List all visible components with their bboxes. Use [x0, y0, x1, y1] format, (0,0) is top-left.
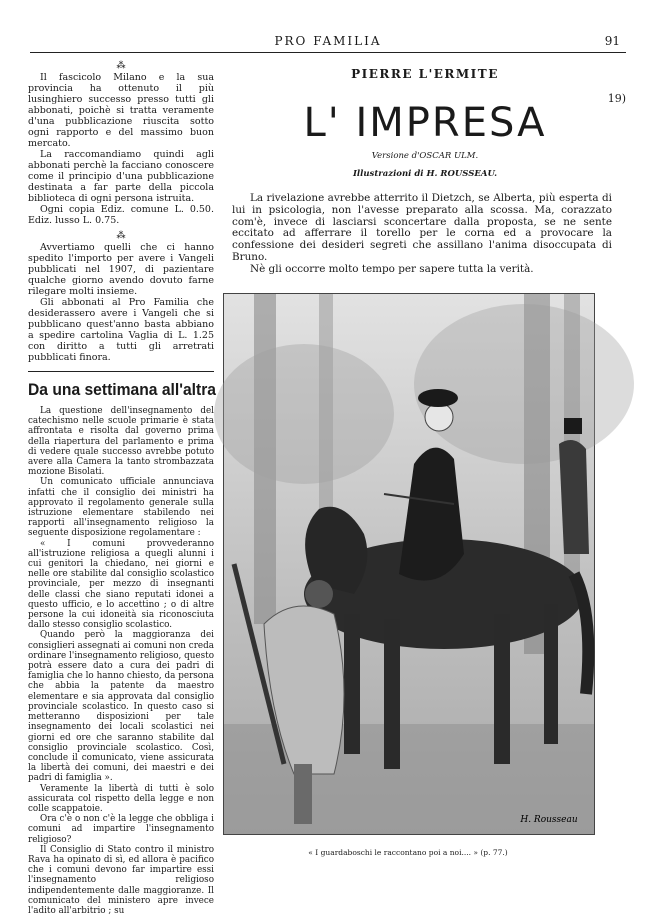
running-title: PRO FAMILIA: [274, 34, 382, 48]
story-illustration: [223, 293, 595, 835]
section-paragraph: Veramente la libertà di tutti è solo assicurata col rispetto della legge e non colle scappatoie.: [28, 783, 214, 814]
page-number: 91: [604, 34, 620, 48]
left-column: [28, 61, 216, 916]
notice-paragraph: La raccomandiamo quindi agli abbonati perchè la facciano conoscere come il principio d'una pubblicazione destinata a far parte della piccola biblioteca di ogni persona istruita.: [28, 149, 214, 204]
notice-paragraph: Avvertiamo quelli che ci hanno spedito l'importo per avere i Vangeli pubblicati nel 1907, di pazientare qualche giorno avendo dovuto farne rilegare molti insieme.: [28, 242, 214, 297]
story-body: [232, 193, 612, 276]
right-column: [220, 62, 630, 276]
story-title: L' IMPRESA: [303, 100, 547, 146]
page-header: [30, 34, 626, 53]
story-paragraph: La rivelazione avrebbe atterrito il Dietzch, se Alberta, più esperta di lui in psicologia, non l'avesse preparato alla scossa. Ma, corazzato com'è, invece di lasciarsi sconcertare dalla proposta, se ne sente eccitato ad afferrare il torello per le corna ed a provocare la confessione dei desideri segreti che assillano l'anima disoccupata di Bruno.: [232, 192, 612, 263]
divider: [28, 371, 214, 372]
translation-credit: Versione d'OSCAR ULM.: [371, 151, 479, 161]
notice-vangeli: [28, 242, 214, 363]
illustration-signature: H. Rousseau: [520, 815, 578, 825]
notice-paragraph: Ogni copia Ediz. comune L. 0.50. Ediz. lusso L. 0.75.: [28, 204, 214, 226]
chapter-number: 19): [607, 92, 626, 105]
story-author: PIERRE L'ERMITE: [351, 67, 499, 81]
section-body: [28, 406, 214, 916]
section-title: Da una settimana all'altra: [28, 380, 216, 399]
section-paragraph: Ora c'è o non c'è la legge che obbliga i comuni ad impartire l'insegnamento religioso?: [28, 814, 214, 845]
notice-paragraph: Gli abbonati al Pro Familia che desiderassero avere i Vangeli che si pubblicano quest'anno basta abbiano a spedire cartolina Vaglia di L. 1.25 con diritto a tutti gli arretrati pubblicati finora.: [28, 297, 214, 363]
notice-paragraph: Il fascicolo Milano e la sua provincia ha ottenuto il più lusinghiero successo presso tutti gli abbonati, poichè si tratta veramente d'una pubblicazione riuscita sotto ogni rapporto e del massimo buon mercato.: [28, 72, 214, 149]
section-paragraph: « I comuni provvederanno all'istruzione religiosa a quegli alunni i cui genitori la chiedano, nei giorni e nelle ore stabilite dal consiglio scolastico provinciale, per mezzo di insegnanti delle classi che siano reputati idonei a questo ufficio, e lo accettino ; o di altre persone la cui idoneità sia riconosciuta dallo stesso consiglio scolastico.: [28, 538, 214, 631]
illustration-credit: Illustrazioni di H. ROUSSEAU.: [352, 169, 498, 179]
section-paragraph: La questione dell'insegnamento del catechismo nelle scuole primarie è stata affrontata e risolta dal governo prima della riapertura del parlamento e prima di vedere quale successo avrebbe potuto avere alla Camera la tanto strombazzata mozione Bisolati.: [28, 406, 214, 478]
story-paragraph: Nè gli occorre molto tempo per sapere tutta la verità.: [250, 262, 534, 275]
separator-stars: ⁂: [116, 61, 126, 71]
section-paragraph: Il Consiglio di Stato contro il ministro Rava ha opinato di sì, ed allora è pacifico che i comuni devono far impartire essi l'insegnamento religioso indipendentemente dalle maggioranze. Il comunicato del ministero apre invece l'adito all'arbitrio ; su: [28, 844, 214, 916]
illustration-drawing: [224, 294, 594, 834]
notice-milano: [28, 72, 214, 226]
section-paragraph: Un comunicato ufficiale annunciava infatti che il consiglio dei ministri ha approvato il regolamento generale sulla istruzione elementare stabilendo nei rapporti all'insegnamento religioso la seguente disposizione regolamentare :: [28, 477, 214, 539]
separator-stars: ⁂: [116, 231, 126, 241]
section-paragraph: Quando però la maggioranza dei consiglieri assegnati ai comuni non creda ordinare l'insegnamento religioso, questo potrà essere dato a cura dei padri di famiglia che lo hanno chiesto, da persona che abbia la patente da maestro elementare e sia approvata dal consiglio provinciale scolastico. In questo caso si metteranno disposizioni per tale insegnamento dei locali scolastici nei giorni ed ore che saranno stabilite dal consiglio provinciale scolastico. Così, conclude il comunicato, viene assicurata la libertà dei comuni, dei maestri e dei padri di famiglia ».: [28, 630, 214, 784]
illustration-caption: « I guardaboschi le raccontano poi a noi.... » (p. 77.): [308, 848, 508, 857]
